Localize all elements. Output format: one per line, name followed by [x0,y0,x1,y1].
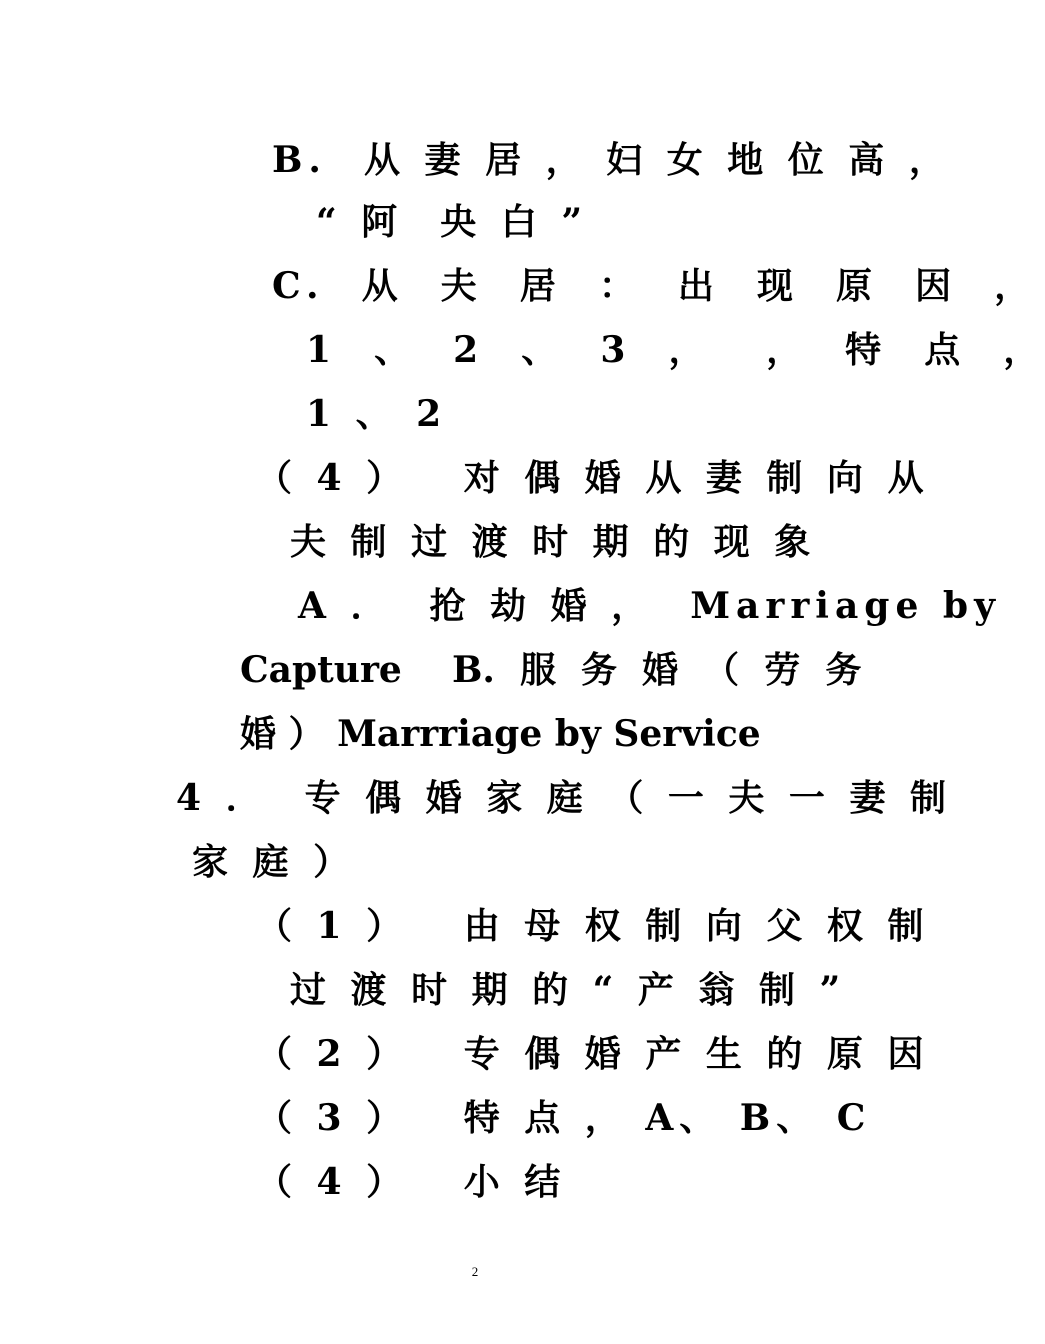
text-line-item-3-features: （ 3 ） 特 点 ， A、 B、 C [256,1097,872,1139]
page-number: 2 [471,1264,479,1279]
text-line-item-1-couvade: 过 渡 时 期 的 “ 产 翁 制 ” [290,969,847,1011]
text-line-service-marriage: Capture B. 服 务 婚 （ 劳 务 [240,649,862,691]
text-line-item-2-causes: （ 2 ） 专 偶 婚 产 生 的 原 因 [256,1033,930,1075]
text-line-c-patrilocal: C. 从 夫 居 ： 出 现 原 因 ， [272,265,1037,307]
text-line-b-matrilocal: B. 从 妻 居 ， 妇 女 地 位 高 ， [272,139,951,181]
text-line-section-4-continuation: 夫 制 过 渡 时 期 的 现 象 [290,521,817,563]
text-line-monogamous-family-heading: 4 ． 专 偶 婚 家 庭 （ 一 夫 一 妻 制 [176,777,952,819]
text-line-item-4-summary: （ 4 ） 小 结 [256,1161,567,1203]
text-line-section-4-heading: （ 4 ） 对 偶 婚 从 妻 制 向 从 [256,457,930,499]
text-line-axia-note: “ 阿 央 白 ” [316,201,589,243]
text-line-reasons-list: 1 、 2 、 3 ， ， 特 点 ， [306,329,1045,371]
text-line-item-1-transition: （ 1 ） 由 母 权 制 向 父 权 制 [256,905,930,947]
text-line-marriage-by-service: 婚 ） Marrriage by Service [240,713,761,755]
text-line-monogamous-family-continuation: 家 庭 ） [192,841,356,883]
text-line-marriage-by-capture: A ． 抢 劫 婚 ， Marriage by [298,585,1002,627]
text-line-features-list: 1 、 2 [306,393,448,435]
